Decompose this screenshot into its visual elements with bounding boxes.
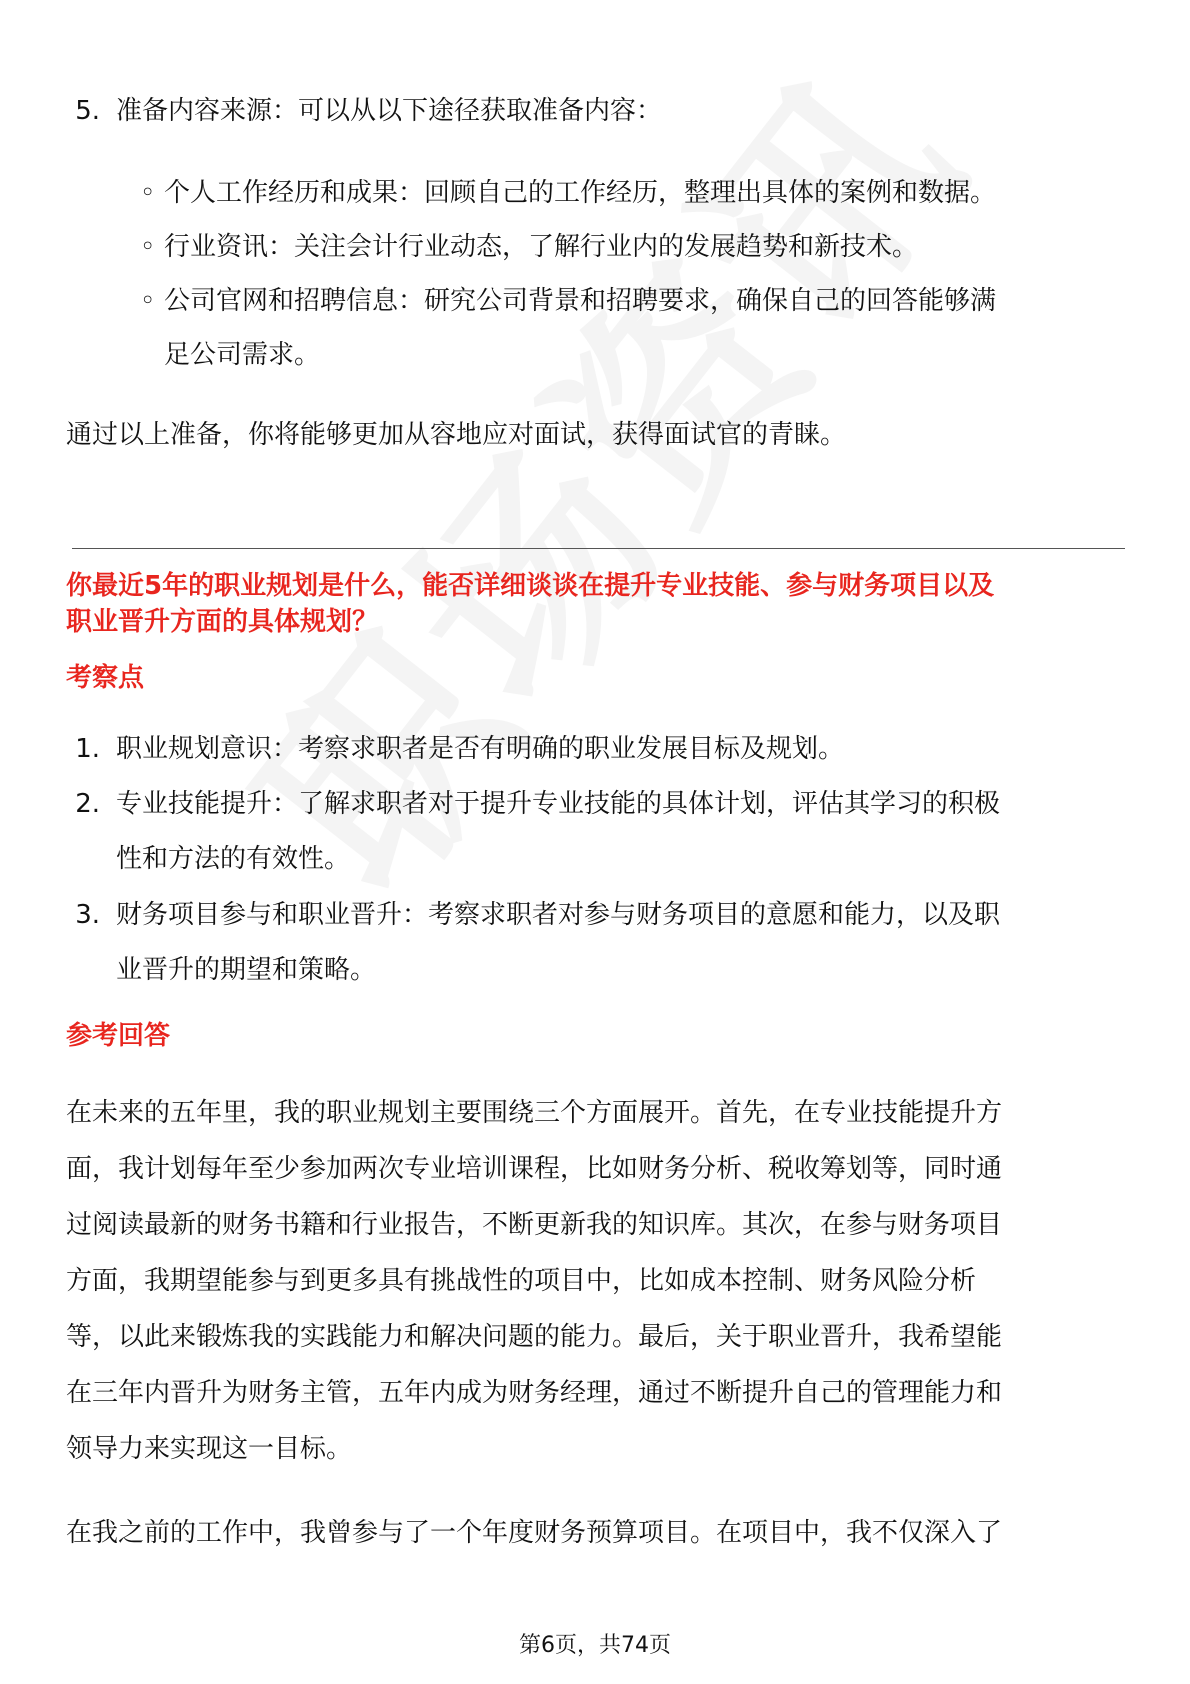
conclusion-paragraph: 通过以上准备，你将能够更加从容地应对面试，获得面试官的青睐。 (66, 420, 847, 450)
sub-item-text: 足公司需求。 (164, 340, 321, 370)
page-number: 第6页，共74页 (519, 1633, 671, 1658)
list-number: 2. (75, 789, 100, 819)
list-item-text: 性和方法的有效性。 (116, 844, 351, 874)
list-item-text: 专业技能提升：了解求职者对于提升专业技能的具体计划，评估其学习的积极 (116, 789, 1001, 819)
bullet-marker: ◦ (140, 286, 156, 316)
answer-line: 在我之前的工作中，我曾参与了一个年度财务预算项目。在项目中，我不仅深入了 (66, 1518, 1003, 1548)
answer-line: 等，以此来锻炼我的实践能力和解决问题的能力。最后，关于职业晋升，我希望能 (66, 1322, 1003, 1352)
list-item-text: 准备内容来源：可以从以下途径获取准备内容： (116, 96, 663, 126)
bullet-marker: ◦ (140, 178, 156, 208)
question-title: 职业晋升方面的具体规划？ (66, 607, 379, 637)
list-number: 3. (75, 900, 100, 930)
list-item-text: 职业规划意识：考察求职者是否有明确的职业发展目标及规划。 (116, 734, 845, 764)
bullet-marker: ◦ (140, 232, 156, 262)
answer-line: 领导力来实现这一目标。 (66, 1434, 353, 1464)
section-divider (72, 548, 1125, 549)
answer-line: 过阅读最新的财务书籍和行业报告，不断更新我的知识库。其次，在参与财务项目 (66, 1210, 1003, 1240)
answer-line: 在未来的五年里，我的职业规划主要围绕三个方面展开。首先，在专业技能提升方 (66, 1098, 1003, 1128)
list-item-text: 业晋升的期望和策略。 (116, 955, 377, 985)
answer-line: 在三年内晋升为财务主管，五年内成为财务经理，通过不断提升自己的管理能力和 (66, 1378, 1003, 1408)
answer-line: 面，我计划每年至少参加两次专业培训课程，比如财务分析、税收筹划等，同时通 (66, 1154, 1003, 1184)
sub-item-text: 行业资讯：关注会计行业动态，了解行业内的发展趋势和新技术。 (164, 232, 919, 262)
list-number: 1. (75, 734, 100, 764)
sub-item-text: 个人工作经历和成果：回顾自己的工作经历，整理出具体的案例和数据。 (164, 178, 997, 208)
answer-line: 方面，我期望能参与到更多具有挑战性的项目中，比如成本控制、财务风险分析 (66, 1266, 977, 1296)
question-title: 你最近5年的职业规划是什么，能否详细谈谈在提升专业技能、参与财务项目以及 (66, 571, 995, 601)
list-item-text: 财务项目参与和职业晋升：考察求职者对参与财务项目的意愿和能力，以及职 (116, 900, 1001, 930)
section-heading-answer: 参考回答 (66, 1021, 171, 1051)
list-number: 5. (75, 96, 100, 126)
sub-item-text: 公司官网和招聘信息：研究公司背景和招聘要求，确保自己的回答能够满 (164, 286, 997, 316)
section-heading-kaochadian: 考察点 (66, 663, 145, 693)
